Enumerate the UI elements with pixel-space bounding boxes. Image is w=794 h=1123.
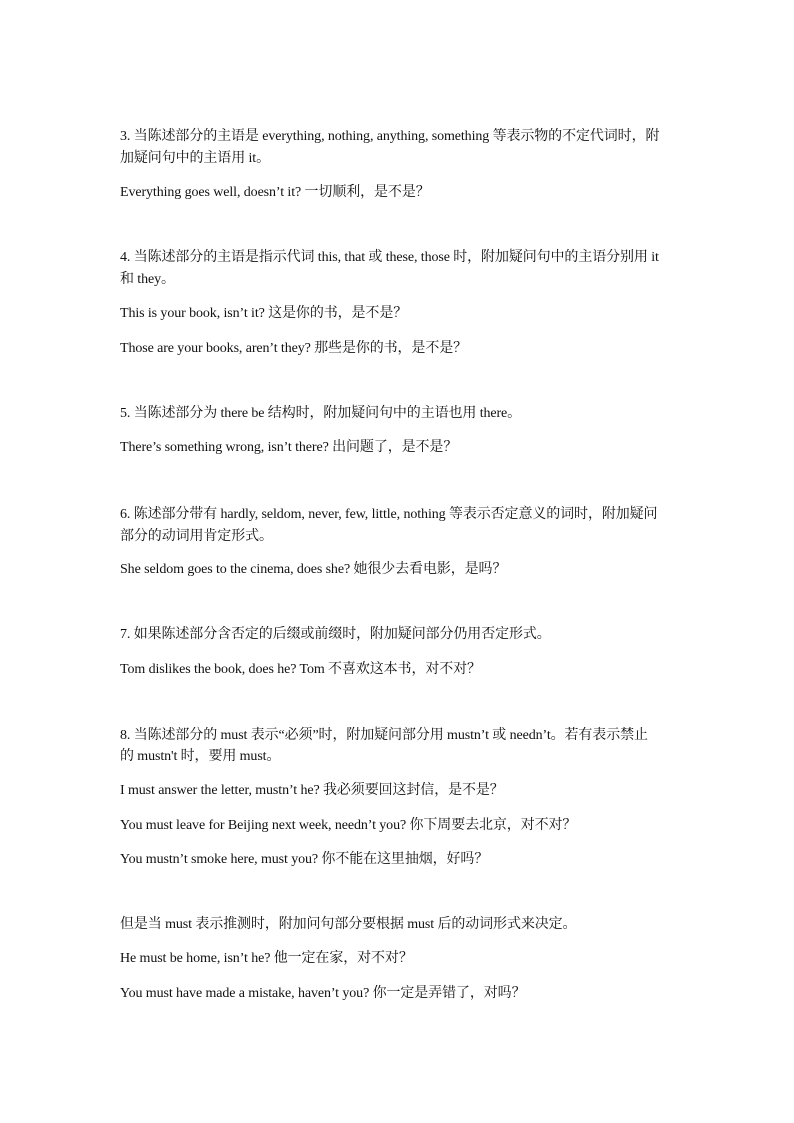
section-7-heading-line1: 7. 如果陈述部分含否定的后缀或前缀时，附加疑问部分仍用否定形式。 [120,627,551,642]
section-5-example-1: There’s something wrong, isn’t there? 出问题了，是不是？ [120,440,458,455]
section-4-example-2: Those are your books, aren’t they? 那些是你的书，是不是？ [120,341,468,356]
section-4-example-1: This is your book, isn’t it? 这是你的书，是不是？ [120,306,408,321]
section-8-example-1: I must answer the letter, mustn’t he? 我必须要回这封信，是不是？ [120,783,504,798]
section-4-heading-line1: 4. 当陈述部分的主语是指示代词 this, that 或 these, those 时，附加疑问句中的主语分别用 it [120,250,659,265]
section-4-heading-line2: 和 they。 [120,272,175,287]
section-8-example-3: You mustn’t smoke here, must you? 你不能在这里抽烟，好吗？ [120,852,489,867]
must-inference-example-1: He must be home, isn’t he? 他一定在家，对不对？ [120,951,413,966]
section-7-example-1: Tom dislikes the book, does he? Tom 不喜欢这本书，对不对？ [120,662,481,677]
must-inference-heading: 但是当 must 表示推测时，附加问句部分要根据 must 后的动词形式来决定。 [120,917,577,932]
section-8-heading-line2: 的 mustn't 时，要用 must。 [120,749,281,764]
section-6-heading-line1: 6. 陈述部分带有 hardly, seldom, never, few, little, nothing 等表示否定意义的词时，附加疑问 [120,507,658,522]
section-6-example-1: She seldom goes to the cinema, does she? 她很少去看电影，是吗？ [120,562,507,577]
section-6-heading-line2: 部分的动词用肯定形式。 [120,529,273,544]
must-inference-example-2: You must have made a mistake, haven’t you? 你一定是弄错了，对吗？ [120,986,526,1001]
section-3-example-1: Everything goes well, doesn’t it? 一切顺利，是不是？ [120,185,430,200]
section-5-heading-line1: 5. 当陈述部分为 there be 结构时，附加疑问句中的主语也用 there。 [120,406,522,421]
section-8-heading-line1: 8. 当陈述部分的 must 表示“必须”时，附加疑问部分用 mustn’t 或 needn’t。若有表示禁止 [120,728,648,743]
section-3-heading-line1: 3. 当陈述部分的主语是 everything, nothing, anything, something 等表示物的不定代词时，附 [120,129,660,144]
section-8-example-2: You must leave for Beijing next week, needn’t you? 你下周要去北京，对不对？ [120,818,577,833]
section-3-heading-line2: 加疑问句中的主语用 it。 [120,151,270,166]
